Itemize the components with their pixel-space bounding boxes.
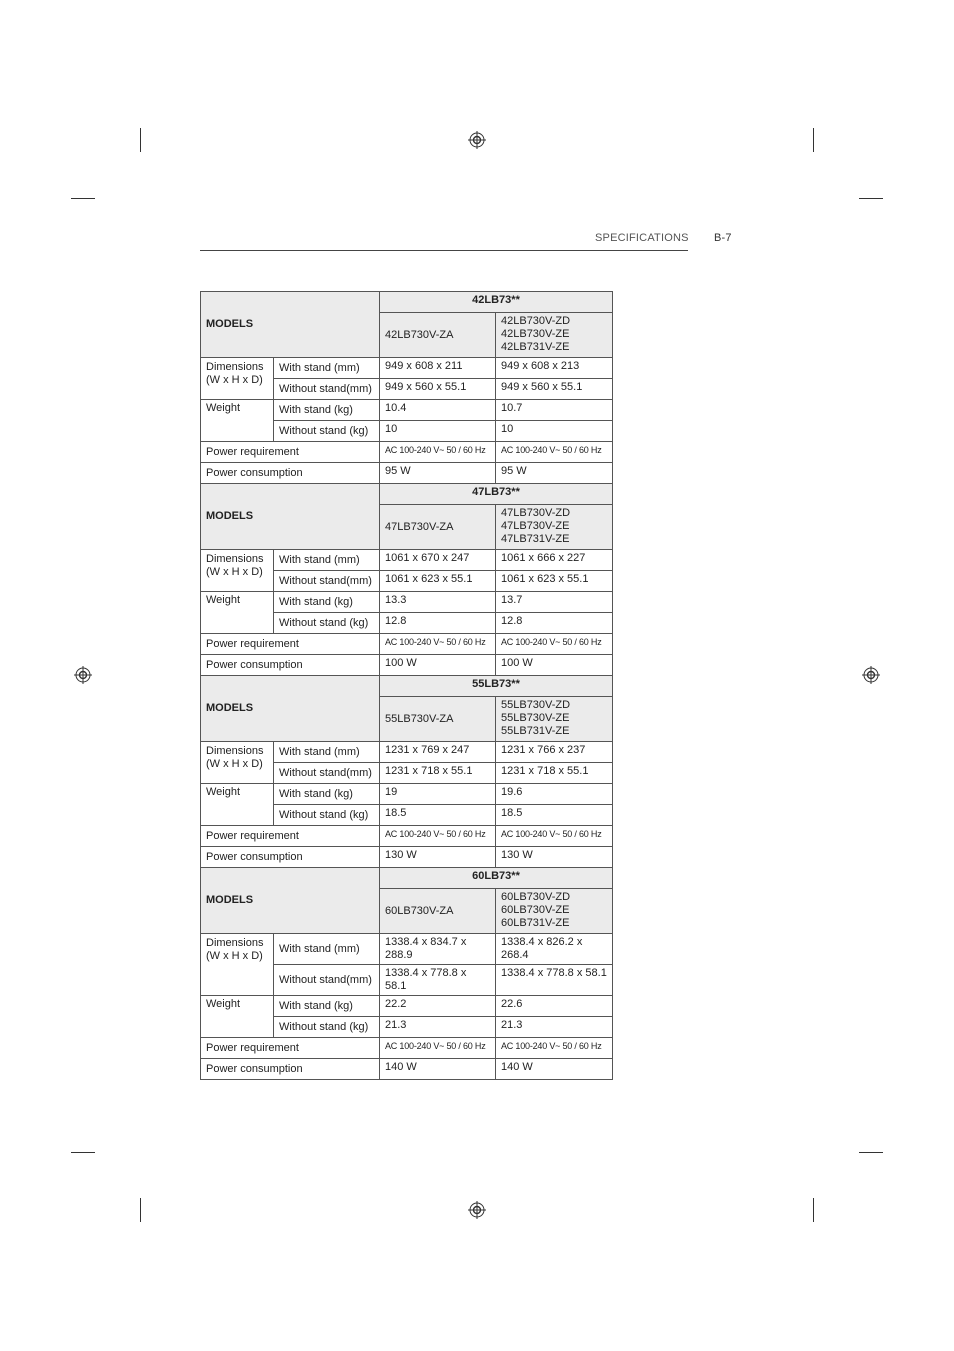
- table-row: [201, 655, 613, 676]
- models-label: MODELS: [201, 292, 380, 358]
- with-stand-mm-label: With stand (mm): [274, 550, 380, 571]
- dimension-value: 1231 x 766 x 237: [496, 742, 613, 763]
- power-requirement-label: Power requirement: [201, 634, 380, 655]
- without-stand-mm-label: Without stand(mm): [274, 763, 380, 784]
- table-row: [201, 868, 613, 889]
- with-stand-kg-label: With stand (kg): [274, 400, 380, 421]
- power-requirement-value: AC 100-240 V~ 50 / 60 Hz: [380, 1038, 496, 1059]
- power-consumption-value: 95 W: [496, 463, 613, 484]
- table-row: [201, 592, 613, 613]
- registration-mark-icon: [862, 666, 880, 684]
- model-name-b: 42LB730V-ZD 42LB730V-ZE 42LB731V-ZE: [496, 313, 613, 358]
- dimension-value: 1231 x 718 x 55.1: [496, 763, 613, 784]
- power-requirement-value: AC 100-240 V~ 50 / 60 Hz: [380, 634, 496, 655]
- crop-mark-top-right-h: [859, 198, 883, 199]
- crop-mark-bottom-right-v: [813, 1198, 814, 1222]
- without-stand-mm-label: Without stand(mm): [274, 379, 380, 400]
- dimension-value: 949 x 608 x 213: [496, 358, 613, 379]
- table-row: [201, 1038, 613, 1059]
- dimension-value: 1231 x 769 x 247: [380, 742, 496, 763]
- power-requirement-label: Power requirement: [201, 1038, 380, 1059]
- table-row: [201, 358, 613, 379]
- table-row: [201, 1059, 613, 1080]
- model-name-a: 55LB730V-ZA: [380, 697, 496, 742]
- power-consumption-value: 130 W: [496, 847, 613, 868]
- models-label: MODELS: [201, 868, 380, 934]
- section-title: SPECIFICATIONS: [595, 232, 689, 244]
- without-stand-kg-label: Without stand (kg): [274, 1017, 380, 1038]
- registration-mark-icon: [468, 1201, 486, 1219]
- table-row: [201, 292, 613, 313]
- dimensions-label: Dimensions (W x H x D): [201, 742, 274, 784]
- weight-value: 10.4: [380, 400, 496, 421]
- dimensions-label: Dimensions (W x H x D): [201, 934, 274, 996]
- dimension-value: 1338.4 x 778.8 x 58.1: [380, 965, 496, 996]
- dimension-value: 1338.4 x 778.8 x 58.1: [496, 965, 613, 996]
- power-consumption-value: 140 W: [380, 1059, 496, 1080]
- without-stand-kg-label: Without stand (kg): [274, 805, 380, 826]
- model-name-b: 60LB730V-ZD 60LB730V-ZE 60LB731V-ZE: [496, 889, 613, 934]
- power-requirement-value: AC 100-240 V~ 50 / 60 Hz: [496, 826, 613, 847]
- weight-value: 13.3: [380, 592, 496, 613]
- dimension-value: 1061 x 666 x 227: [496, 550, 613, 571]
- power-consumption-label: Power consumption: [201, 463, 380, 484]
- registration-mark-icon: [74, 666, 92, 684]
- models-label: MODELS: [201, 484, 380, 550]
- dimension-value: 1231 x 718 x 55.1: [380, 763, 496, 784]
- table-row: [201, 550, 613, 571]
- weight-label: Weight: [201, 784, 274, 826]
- model-name-b: 47LB730V-ZD 47LB730V-ZE 47LB731V-ZE: [496, 505, 613, 550]
- without-stand-mm-label: Without stand(mm): [274, 965, 380, 996]
- table-row: [201, 676, 613, 697]
- power-requirement-label: Power requirement: [201, 826, 380, 847]
- weight-value: 18.5: [496, 805, 613, 826]
- model-group-header: 47LB73**: [380, 484, 613, 505]
- with-stand-mm-label: With stand (mm): [274, 358, 380, 379]
- power-requirement-value: AC 100-240 V~ 50 / 60 Hz: [380, 826, 496, 847]
- power-consumption-label: Power consumption: [201, 847, 380, 868]
- crop-mark-top-right-v: [813, 128, 814, 152]
- with-stand-mm-label: With stand (mm): [274, 742, 380, 763]
- model-group-header: 55LB73**: [380, 676, 613, 697]
- table-row: [201, 463, 613, 484]
- weight-value: 10: [380, 421, 496, 442]
- table-row: [201, 484, 613, 505]
- with-stand-kg-label: With stand (kg): [274, 784, 380, 805]
- without-stand-kg-label: Without stand (kg): [274, 421, 380, 442]
- model-name-b: 55LB730V-ZD 55LB730V-ZE 55LB731V-ZE: [496, 697, 613, 742]
- table-row: [201, 442, 613, 463]
- weight-value: 12.8: [496, 613, 613, 634]
- weight-label: Weight: [201, 996, 274, 1038]
- specifications-table: [200, 291, 613, 1080]
- weight-value: 19: [380, 784, 496, 805]
- power-consumption-value: 100 W: [380, 655, 496, 676]
- with-stand-kg-label: With stand (kg): [274, 996, 380, 1017]
- dimension-value: 949 x 560 x 55.1: [496, 379, 613, 400]
- dimensions-label: Dimensions (W x H x D): [201, 358, 274, 400]
- table-row: [201, 742, 613, 763]
- dimension-value: 1061 x 623 x 55.1: [496, 571, 613, 592]
- power-consumption-label: Power consumption: [201, 655, 380, 676]
- power-consumption-value: 130 W: [380, 847, 496, 868]
- crop-mark-bottom-left-h: [71, 1152, 95, 1153]
- model-name-a: 47LB730V-ZA: [380, 505, 496, 550]
- table-row: [201, 400, 613, 421]
- weight-value: 13.7: [496, 592, 613, 613]
- page-number: B-7: [714, 232, 732, 244]
- power-consumption-value: 100 W: [496, 655, 613, 676]
- table-row: [201, 634, 613, 655]
- power-requirement-value: AC 100-240 V~ 50 / 60 Hz: [380, 442, 496, 463]
- dimension-value: 1061 x 623 x 55.1: [380, 571, 496, 592]
- weight-value: 19.6: [496, 784, 613, 805]
- weight-value: 10: [496, 421, 613, 442]
- registration-mark-icon: [468, 131, 486, 149]
- dimension-value: 949 x 608 x 211: [380, 358, 496, 379]
- weight-value: 12.8: [380, 613, 496, 634]
- crop-mark-bottom-left-v: [140, 1198, 141, 1222]
- model-group-header: 42LB73**: [380, 292, 613, 313]
- model-group-header: 60LB73**: [380, 868, 613, 889]
- table-row: [201, 826, 613, 847]
- weight-value: 21.3: [496, 1017, 613, 1038]
- power-requirement-value: AC 100-240 V~ 50 / 60 Hz: [496, 442, 613, 463]
- without-stand-mm-label: Without stand(mm): [274, 571, 380, 592]
- power-consumption-value: 95 W: [380, 463, 496, 484]
- dimension-value: 1338.4 x 826.2 x 268.4: [496, 934, 613, 965]
- table-row: [201, 996, 613, 1017]
- weight-value: 18.5: [380, 805, 496, 826]
- power-consumption-value: 140 W: [496, 1059, 613, 1080]
- weight-value: 22.2: [380, 996, 496, 1017]
- model-name-a: 42LB730V-ZA: [380, 313, 496, 358]
- crop-mark-top-left-h: [71, 198, 95, 199]
- weight-value: 21.3: [380, 1017, 496, 1038]
- weight-value: 10.7: [496, 400, 613, 421]
- crop-mark-bottom-right-h: [859, 1152, 883, 1153]
- dimensions-label: Dimensions (W x H x D): [201, 550, 274, 592]
- models-label: MODELS: [201, 676, 380, 742]
- dimension-value: 1338.4 x 834.7 x 288.9: [380, 934, 496, 965]
- without-stand-kg-label: Without stand (kg): [274, 613, 380, 634]
- weight-label: Weight: [201, 592, 274, 634]
- power-requirement-value: AC 100-240 V~ 50 / 60 Hz: [496, 634, 613, 655]
- header-rule: [200, 250, 688, 251]
- table-row: [201, 934, 613, 965]
- dimension-value: 949 x 560 x 55.1: [380, 379, 496, 400]
- weight-label: Weight: [201, 400, 274, 442]
- power-consumption-label: Power consumption: [201, 1059, 380, 1080]
- with-stand-kg-label: With stand (kg): [274, 592, 380, 613]
- table-row: [201, 784, 613, 805]
- table-row: [201, 847, 613, 868]
- crop-mark-top-left-v: [140, 128, 141, 152]
- power-requirement-label: Power requirement: [201, 442, 380, 463]
- weight-value: 22.6: [496, 996, 613, 1017]
- power-requirement-value: AC 100-240 V~ 50 / 60 Hz: [496, 1038, 613, 1059]
- dimension-value: 1061 x 670 x 247: [380, 550, 496, 571]
- with-stand-mm-label: With stand (mm): [274, 934, 380, 965]
- model-name-a: 60LB730V-ZA: [380, 889, 496, 934]
